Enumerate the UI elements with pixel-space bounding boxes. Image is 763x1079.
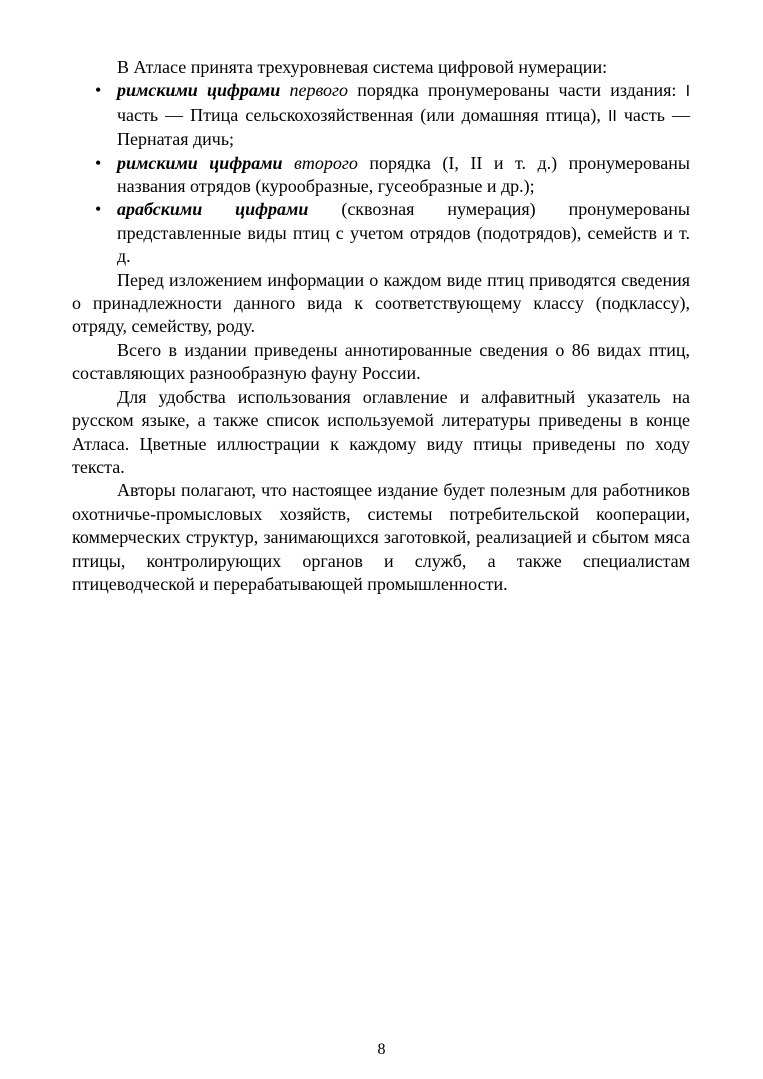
- list-item-order: первого: [289, 80, 349, 101]
- list-item: [72, 198, 690, 268]
- list-item: [72, 79, 690, 151]
- list-item-term: римскими цифрами: [117, 80, 281, 101]
- list-item-text: часть — Пернатая дичь;: [117, 104, 690, 150]
- bullet-icon: •: [95, 199, 102, 220]
- body-paragraph: Перед изложением информации о каждом виде птиц приводятся сведения о принадлежности данного вида к соответствующему классу (подклассу), отряду, семейству, роду.: [72, 269, 690, 337]
- bullet-icon: •: [95, 152, 102, 173]
- list-item-order: второго: [294, 152, 358, 173]
- roman-numeral: II: [607, 107, 617, 125]
- roman-numeral: I: [685, 83, 691, 101]
- list-item: [72, 152, 690, 199]
- body-paragraph: Всего в издании приведены аннотированные сведения о 86 видах птиц, составляющих разнообразную фауну России.: [72, 339, 690, 384]
- body-paragraph: Авторы полагают, что настоящее издание будет полезным для работников охотничье-промысловых хозяйств, системы потребительской кооперации, коммерческих структур, занимающихся заготовкой, реализацией и сбытом мяса птицы, контролирующих органов и служб, а также специалистам птицеводческой и перерабатывающей промышленности.: [72, 480, 690, 594]
- bullet-icon: •: [95, 80, 102, 101]
- list-item-text: порядка (I, II и т. д.) пронумерованы названия отрядов (курообразные, гусеобразные и др.);: [117, 152, 690, 197]
- list-item-term: римскими цифрами: [117, 152, 283, 173]
- numbering-list: [72, 79, 690, 268]
- page-number: 8: [377, 1041, 386, 1058]
- list-item-term: арабскими цифрами: [117, 199, 309, 220]
- body-paragraph: Для удобства использования оглавление и алфавитный указатель на русском языке, а также список используемой литературы приведены в конце Атласа. Цветные иллюстрации к каждому виду птицы приведены по ходу текста.: [72, 386, 690, 477]
- list-item-text: порядка пронумерованы части издания:: [348, 80, 686, 101]
- page-body: [72, 56, 690, 596]
- list-item-text: часть — Птица сельскохозяйственная (или домашняя птица),: [117, 104, 608, 125]
- intro-paragraph: В Атласе принята трехуровневая система цифровой нумерации:: [117, 57, 608, 77]
- list-item-text: (сквозная нумерация) пронумерованы представленные виды птиц с учетом отрядов (подотрядов), семейств и т. д.: [117, 199, 690, 267]
